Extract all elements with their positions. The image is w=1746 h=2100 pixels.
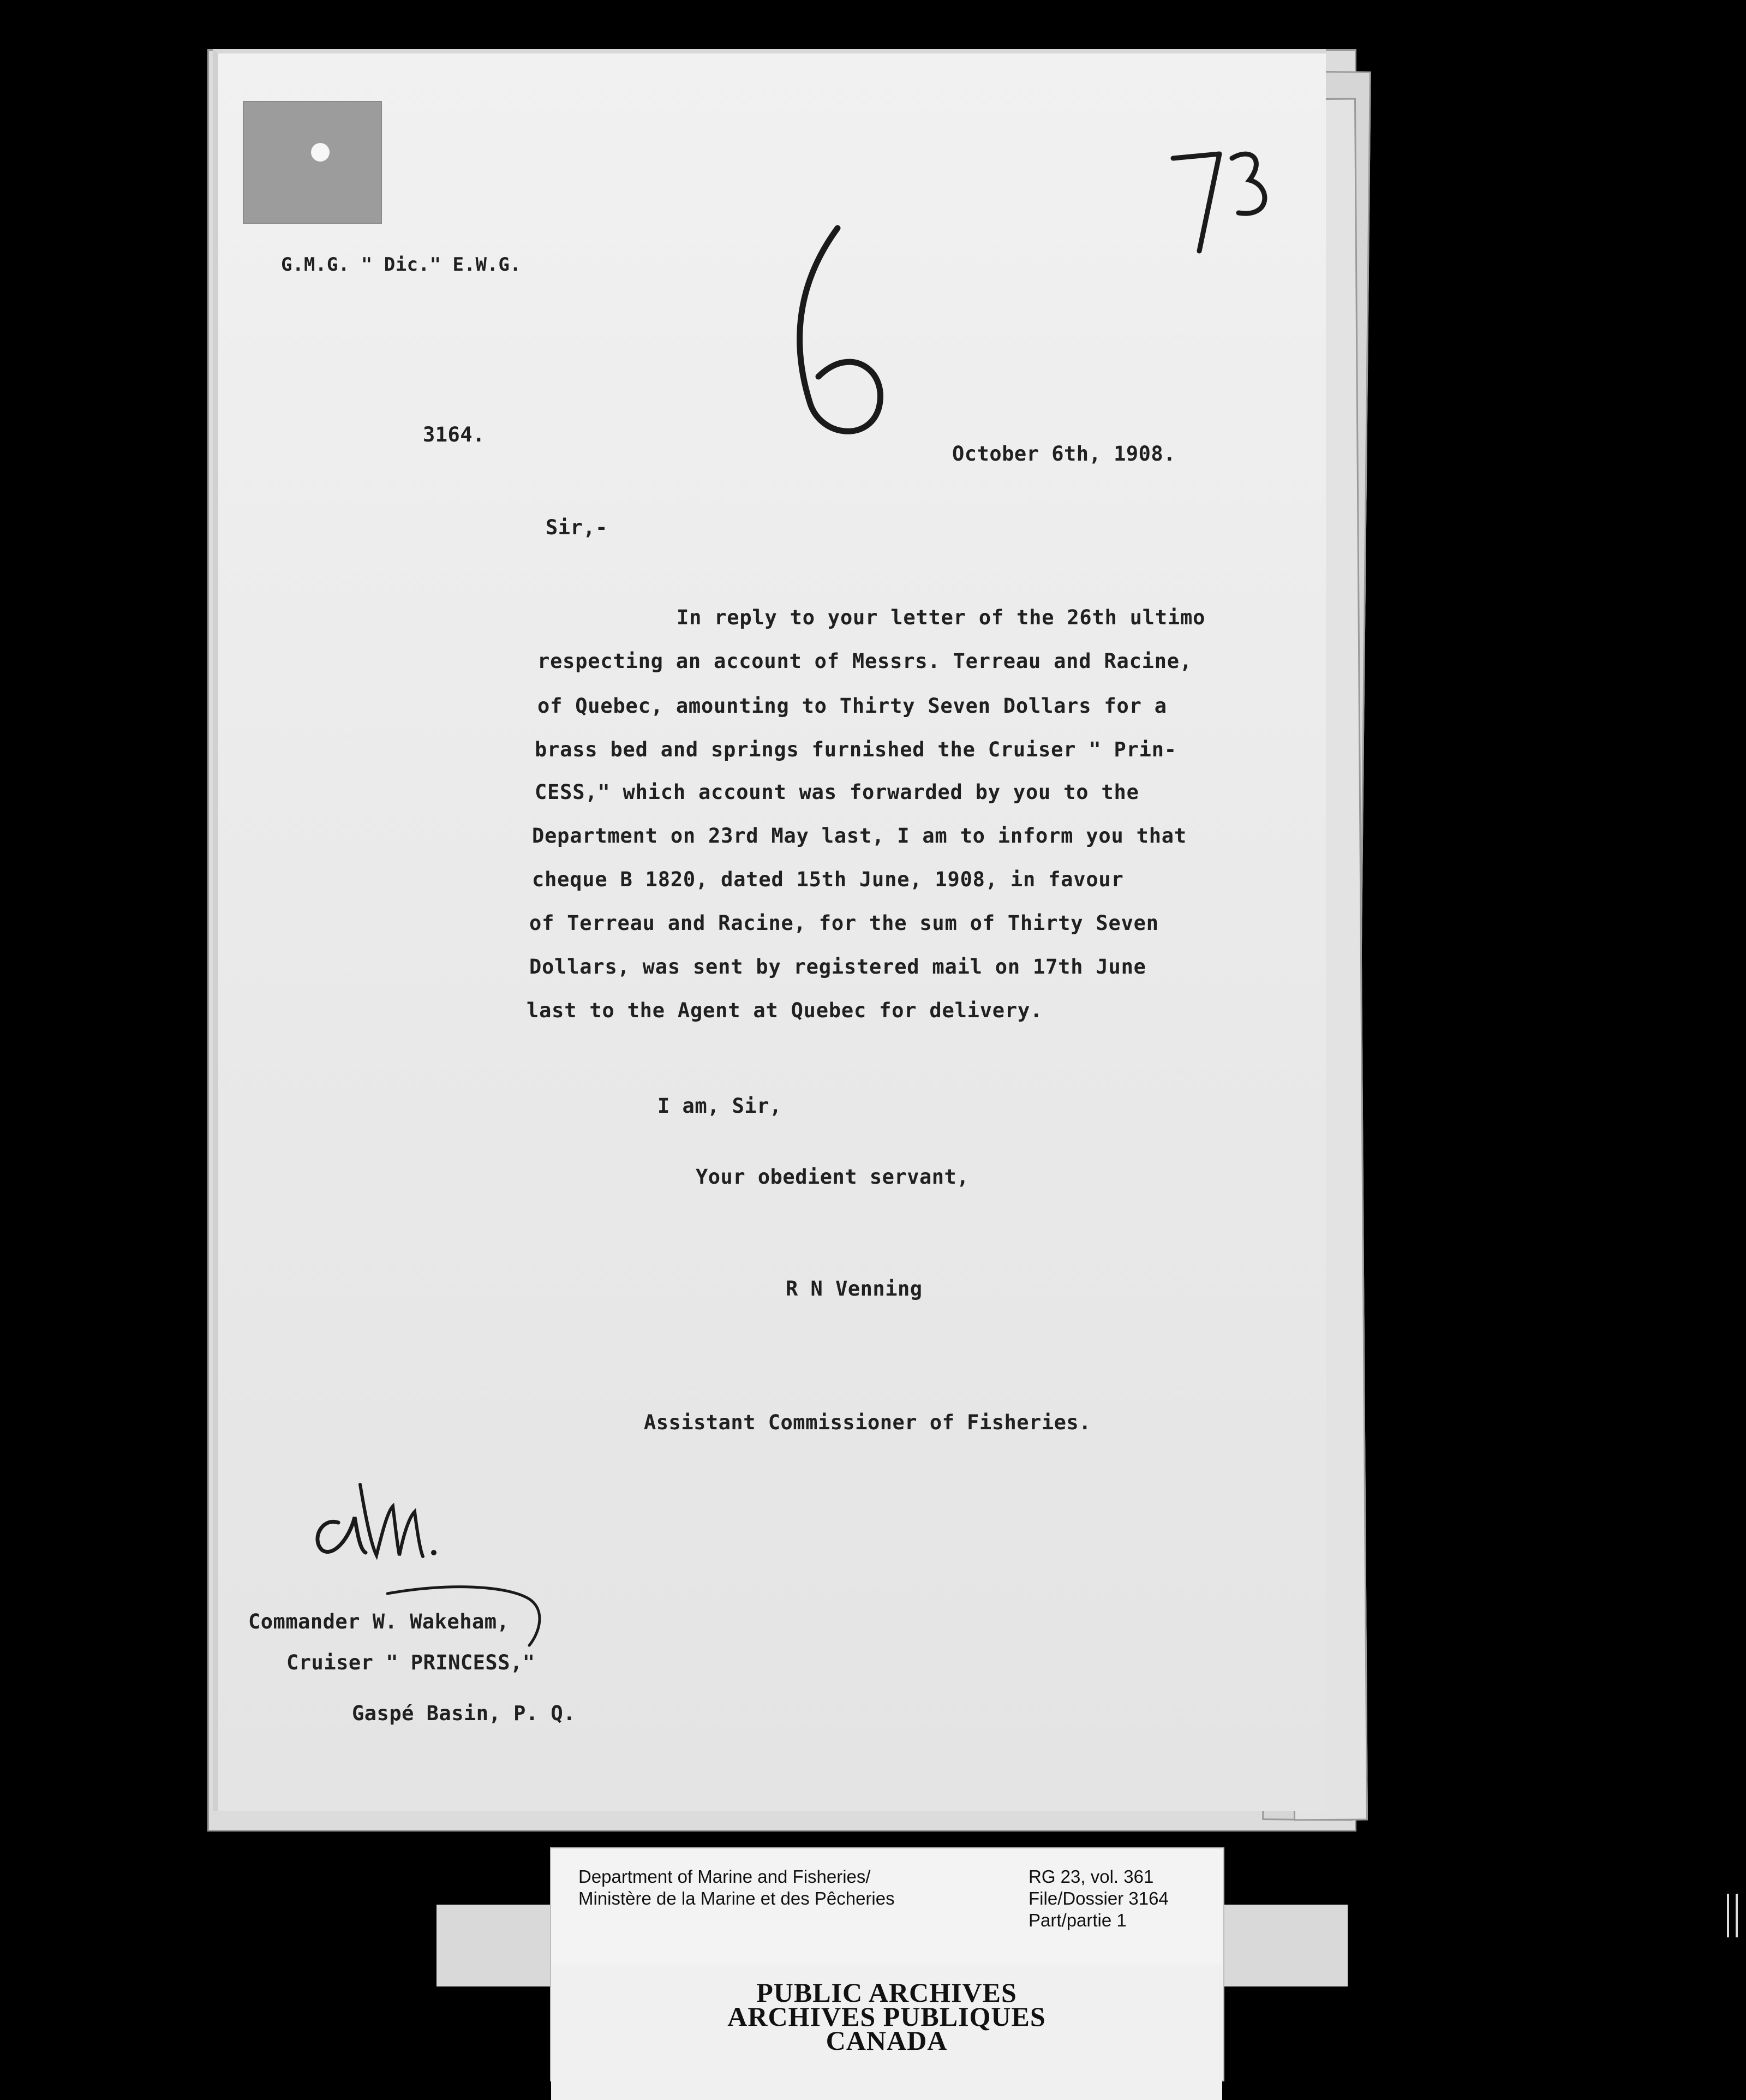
department-name-fr: Ministère de la Marine et des Pêcheries: [578, 1888, 895, 1908]
tape-patch: [243, 101, 382, 224]
record-group: RG 23, vol. 361: [1029, 1866, 1154, 1887]
signatory-name: R N Venning: [786, 1277, 923, 1300]
letter-date: October 6th, 1908.: [952, 442, 1176, 466]
file-dossier: File/Dossier 3164: [1029, 1888, 1169, 1908]
body-line: Department on 23rd May last, I am to inform you that: [532, 824, 1187, 848]
handwritten-initials: [306, 1473, 469, 1577]
signatory-title: Assistant Commissioner of Fisheries.: [644, 1411, 1091, 1434]
part-partie: Part/partie 1: [1029, 1910, 1127, 1930]
body-line: In reply to your letter of the 26th ultimo: [677, 606, 1206, 629]
reference-code: G.M.G. " Dic." E.W.G.: [281, 254, 522, 276]
body-line: of Quebec, amounting to Thirty Seven Dollars for a: [537, 694, 1167, 718]
salutation: Sir,-: [546, 516, 608, 539]
addressee-line: Commander W. Wakeham,: [248, 1610, 510, 1633]
stamp-line-3: CANADA: [826, 2025, 948, 2056]
file-number: 3164.: [423, 423, 485, 446]
body-line: CESS," which account was forwarded by you to the: [535, 780, 1139, 804]
body-line: cheque B 1820, dated 15th June, 1908, in favour: [532, 868, 1124, 891]
punch-hole: [311, 143, 330, 162]
body-line: Dollars, was sent by registered mail on 17th June: [529, 955, 1146, 979]
closing: I am, Sir,: [657, 1094, 782, 1118]
complimentary-close: Your obedient servant,: [696, 1165, 970, 1189]
film-edge-mark: [1727, 1894, 1738, 1937]
body-line: of Terreau and Racine, for the sum of Thirty Seven: [529, 911, 1159, 935]
addressee-line: Cruiser " PRINCESS,": [286, 1651, 535, 1674]
stamp-line-2: ARCHIVES PUBLIQUES: [727, 2001, 1046, 2032]
addressee-line: Gaspé Basin, P. Q.: [352, 1702, 576, 1725]
handwritten-six: [780, 218, 900, 458]
stamp-line-1: PUBLIC ARCHIVES: [756, 1977, 1017, 2008]
body-line: brass bed and springs furnished the Cruiser " Prin-: [535, 738, 1177, 761]
body-line: last to the Agent at Quebec for delivery.: [527, 999, 1043, 1022]
folio-number-handwritten: [1162, 142, 1277, 262]
body-line: respecting an account of Messrs. Terreau and Racine,: [537, 649, 1192, 673]
department-name-en: Department of Marine and Fisheries/: [578, 1866, 871, 1887]
